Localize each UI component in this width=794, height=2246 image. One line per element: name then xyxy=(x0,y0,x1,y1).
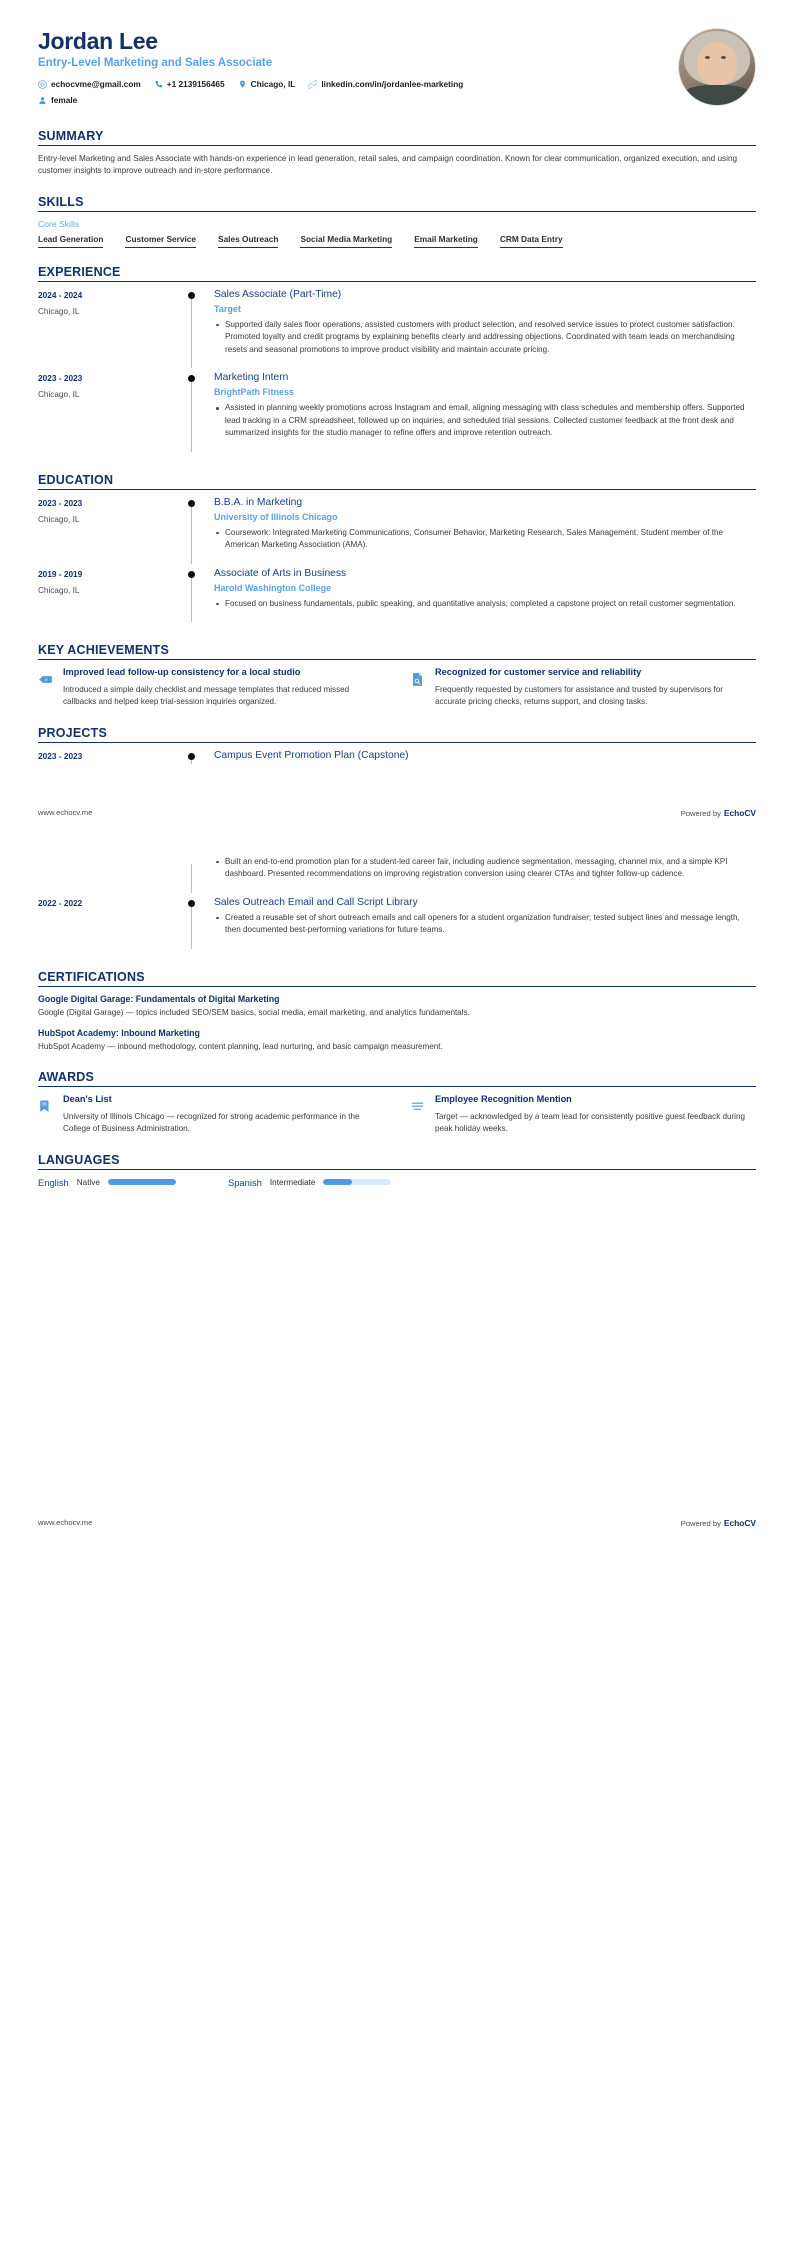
page-title: Jordan Lee xyxy=(38,28,158,54)
entry-dates: 2023 - 2023 xyxy=(38,750,83,761)
language-name: Spanish xyxy=(227,1176,262,1188)
contact-row-secondary xyxy=(38,95,662,105)
entry-meta xyxy=(38,497,188,568)
projects-heading: PROJECTS xyxy=(38,725,107,740)
contact-email[interactable] xyxy=(38,79,141,89)
timeline-marker xyxy=(188,856,214,897)
project-entry xyxy=(38,897,756,953)
timeline-marker xyxy=(188,372,214,455)
contact-gender xyxy=(38,95,77,105)
link-icon xyxy=(308,80,317,89)
achievement-text xyxy=(435,667,756,709)
entry-location: Chicago, IL xyxy=(38,390,80,400)
svg-text:×: × xyxy=(44,677,48,684)
document-search-icon xyxy=(410,667,426,709)
avatar xyxy=(678,28,756,106)
certification-desc: HubSpot Academy — inbound methodology, content planning, lead nurturing, and basic campaign measurement. xyxy=(38,1041,443,1051)
achievement-item xyxy=(410,667,756,709)
contact-row xyxy=(38,79,662,89)
achievement-desc: Introduced a simple daily checklist and message templates that reduced missed callbacks and helped keep trial-session inquiries organized. xyxy=(63,685,350,707)
resume-header xyxy=(38,0,756,112)
contact-location xyxy=(238,79,296,89)
section-languages xyxy=(38,1153,756,1188)
entry-organization: BrightPath Fitness xyxy=(214,387,295,398)
bullet-item: Coursework: Integrated Marketing Communications, Consumer Behavior, Marketing Research, Sales Management. Student member of the American Marketing Association (AMA). xyxy=(214,527,756,552)
entry-meta xyxy=(38,568,188,626)
section-divider xyxy=(38,742,756,743)
certification-desc: Google (Digital Garage) — topics included SEO/SEM basics, social media, email marketing, and analytics fundamentals. xyxy=(38,1007,470,1017)
project-entry-continued xyxy=(38,856,756,897)
entry-school: Harold Washington College xyxy=(214,582,332,593)
language-proficiency-bar xyxy=(323,1179,391,1185)
contact-linkedin-text: linkedin.com/in/jordanlee-marketing xyxy=(321,79,464,90)
section-summary xyxy=(38,129,756,178)
achievement-title: Recognized for customer service and reliability xyxy=(435,667,642,678)
bullet-item: Focused on business fundamentals, public speaking, and quantitative analysis; completed a capstone project on retail customer segmentation. xyxy=(214,598,756,611)
contact-email-text: echocvme@gmail.com xyxy=(51,79,141,90)
location-pin-icon xyxy=(238,80,247,89)
entry-dates: 2019 - 2019 xyxy=(38,568,83,579)
entry-body xyxy=(214,289,756,372)
contact-phone-text: +1 2139156465 xyxy=(166,79,225,90)
section-awards xyxy=(38,1070,756,1136)
language-item xyxy=(228,1177,391,1188)
footer-brand xyxy=(681,808,756,818)
section-divider xyxy=(38,1086,756,1087)
timeline-marker xyxy=(188,568,214,626)
award-title: Dean's List xyxy=(63,1093,112,1104)
entry-meta xyxy=(38,289,188,372)
skill-chip: Lead Generation xyxy=(38,234,103,248)
section-skills xyxy=(38,195,756,248)
section-divider xyxy=(38,986,756,987)
awards-heading: AWARDS xyxy=(38,1069,95,1084)
resume-page-2 xyxy=(0,856,794,1546)
skill-chip: Sales Outreach xyxy=(218,234,278,248)
entry-meta xyxy=(38,897,188,953)
entry-school: University of Illinois Chicago xyxy=(214,511,338,522)
skill-chip: Customer Service xyxy=(125,234,196,248)
timeline-marker xyxy=(188,289,214,372)
page-footer xyxy=(38,808,756,834)
certification-title: HubSpot Academy: Inbound Marketing xyxy=(38,1027,200,1038)
page-footer xyxy=(38,1518,756,1546)
entry-body xyxy=(214,568,756,626)
bullet-item: Built an end-to-end promotion plan for a student-led career fair, including audience segmentation, messaging, channel mix, and a simple KPI dashboard. Presented recommendations on improving registration conversion using clearer CTAs and tighter follow-up cadence. xyxy=(214,856,756,881)
section-experience xyxy=(38,265,756,456)
entry-bullets xyxy=(214,912,756,937)
entry-degree: B.B.A. in Marketing xyxy=(214,496,303,508)
contact-linkedin[interactable] xyxy=(308,79,463,89)
entry-body xyxy=(214,497,756,568)
award-item xyxy=(38,1094,384,1136)
entry-dates: 2023 - 2023 xyxy=(38,373,83,384)
entry-body xyxy=(214,750,756,768)
footer-site[interactable]: www.echocv.me xyxy=(38,1518,93,1528)
entry-location: Chicago, IL xyxy=(38,306,80,316)
experience-entry xyxy=(38,372,756,455)
entry-degree: Associate of Arts in Business xyxy=(214,567,347,579)
award-item xyxy=(410,1094,756,1136)
skills-heading: SKILLS xyxy=(38,194,84,209)
award-title: Employee Recognition Mention xyxy=(435,1093,572,1104)
person-icon xyxy=(38,96,47,105)
skills-group-label: Core Skills xyxy=(38,218,80,229)
entry-location: Chicago, IL xyxy=(38,514,80,524)
resume-page-1 xyxy=(0,0,794,834)
key-achievements-heading: KEY ACHIEVEMENTS xyxy=(38,643,170,658)
project-title: Sales Outreach Email and Call Script Library xyxy=(214,896,418,908)
entry-bullets xyxy=(214,319,756,357)
education-entry xyxy=(38,497,756,568)
timeline-marker xyxy=(188,750,214,768)
award-desc: University of Illinois Chicago — recognized for strong academic performance in the College of Business Administration. xyxy=(63,1111,360,1134)
bullet-item: Assisted in planning weekly promotions across Instagram and email, aligning messaging with class schedules and membership offers. Supported lead tracking in a CRM spreadsheet, followed up on inquiries, and scheduled trial sessions. Collected customer feedback at the front desk and summarized insights for the studio manager to refine offers and improve retention outreach. xyxy=(214,402,756,440)
email-icon xyxy=(38,80,47,89)
education-heading: EDUCATION xyxy=(38,472,114,487)
section-projects-continued xyxy=(38,856,756,953)
language-item xyxy=(38,1177,176,1188)
timeline-marker xyxy=(188,497,214,568)
entry-bullets xyxy=(214,527,756,552)
section-divider xyxy=(38,489,756,490)
language-proficiency-bar xyxy=(108,1179,176,1185)
skill-chip: Email Marketing xyxy=(414,234,478,248)
section-key-achievements xyxy=(38,643,756,709)
award-text xyxy=(435,1094,756,1136)
entry-meta xyxy=(38,372,188,455)
entry-body xyxy=(214,897,756,953)
certification-item xyxy=(38,1028,756,1053)
entry-meta xyxy=(38,856,188,897)
entry-dates: 2023 - 2023 xyxy=(38,497,83,508)
key-achievements-grid xyxy=(38,667,756,709)
contact-phone[interactable] xyxy=(154,79,225,89)
summary-heading: SUMMARY xyxy=(38,129,104,143)
entry-bullets xyxy=(214,598,756,611)
languages-list xyxy=(38,1177,756,1188)
section-divider xyxy=(38,659,756,660)
lines-icon xyxy=(410,1094,426,1136)
footer-brand xyxy=(681,1518,756,1528)
section-divider xyxy=(38,281,756,282)
contact-gender-text: female xyxy=(51,95,78,106)
achievement-title: Improved lead follow-up consistency for a local studio xyxy=(63,667,301,678)
certifications-heading: CERTIFICATIONS xyxy=(38,969,145,984)
footer-brand-name: EchoCV xyxy=(723,1517,756,1528)
certification-item xyxy=(38,994,756,1019)
section-projects xyxy=(38,726,756,768)
header-text-block xyxy=(38,28,662,105)
section-divider xyxy=(38,145,756,146)
section-education xyxy=(38,473,756,626)
phone-icon xyxy=(154,80,163,89)
skill-chip: Social Media Marketing xyxy=(300,234,392,248)
language-level: Intermediate xyxy=(269,1177,316,1187)
bullet-item: Supported daily sales floor operations, assisted customers with product selection, and resolved service issues to protect customer satisfaction. Promoted loyalty and credit programs by explaining benefits clearly and addressing objections. Coordinated with team leads on merchandising resets and seasonal promotions to improve product visibility and maintain accurate pricing. xyxy=(214,319,756,357)
section-certifications xyxy=(38,970,756,1053)
timeline-marker xyxy=(188,897,214,953)
footer-powered-prefix: Powered by xyxy=(680,1518,721,1528)
bullet-item: Created a reusable set of short outreach emails and call openers for a student organization fundraiser; tested subject lines and message length, then documented best-performing variations for future teams. xyxy=(214,912,756,937)
language-name: English xyxy=(38,1176,69,1188)
education-entry xyxy=(38,568,756,626)
entry-meta xyxy=(38,750,188,768)
experience-heading: EXPERIENCE xyxy=(38,264,121,279)
footer-powered-prefix: Powered by xyxy=(680,808,721,818)
project-title: Campus Event Promotion Plan (Capstone) xyxy=(214,749,409,761)
skill-chip: CRM Data Entry xyxy=(500,234,563,248)
bookmark-icon xyxy=(38,1094,54,1136)
section-divider xyxy=(38,211,756,212)
languages-heading: LANGUAGES xyxy=(38,1152,120,1167)
awards-grid xyxy=(38,1094,756,1136)
entry-bullets xyxy=(214,856,756,881)
project-entry xyxy=(38,750,756,768)
entry-organization: Target xyxy=(214,303,241,314)
entry-bullets xyxy=(214,402,756,440)
contact-location-text: Chicago, IL xyxy=(250,79,296,90)
skills-list xyxy=(38,234,756,248)
language-level: Native xyxy=(76,1177,100,1187)
entry-dates: 2022 - 2022 xyxy=(38,897,83,908)
footer-site[interactable]: www.echocv.me xyxy=(38,808,93,818)
entry-location: Chicago, IL xyxy=(38,585,80,595)
tag-icon xyxy=(38,667,54,709)
entry-body xyxy=(214,372,756,455)
achievement-item xyxy=(38,667,384,709)
achievement-text xyxy=(63,667,384,709)
footer-brand-name: EchoCV xyxy=(723,807,756,818)
section-divider xyxy=(38,1169,756,1170)
certification-title: Google Digital Garage: Fundamentals of Digital Marketing xyxy=(38,993,280,1004)
entry-role: Marketing Intern xyxy=(214,372,289,384)
award-desc: Target — acknowledged by a team lead for consistently positive guest feedback during peak holiday weeks. xyxy=(435,1111,745,1134)
achievement-desc: Frequently requested by customers for assistance and trusted by supervisors for accurate pricing checks, returns support, and closing tasks. xyxy=(435,685,723,707)
summary-text: Entry-level Marketing and Sales Associate with hands-on experience in lead generation, retail sales, and campaign coordination. Known for clear communication, organized execution, and using customer insights to improve outreach and in-store performance. xyxy=(38,154,738,176)
entry-dates: 2024 - 2024 xyxy=(38,289,83,300)
header-job-title: Entry-Level Marketing and Sales Associate xyxy=(38,57,273,70)
page-break-gap xyxy=(0,834,794,856)
award-text xyxy=(63,1094,384,1136)
entry-role: Sales Associate (Part-Time) xyxy=(214,288,342,300)
entry-body xyxy=(214,856,756,897)
experience-entry xyxy=(38,289,756,372)
